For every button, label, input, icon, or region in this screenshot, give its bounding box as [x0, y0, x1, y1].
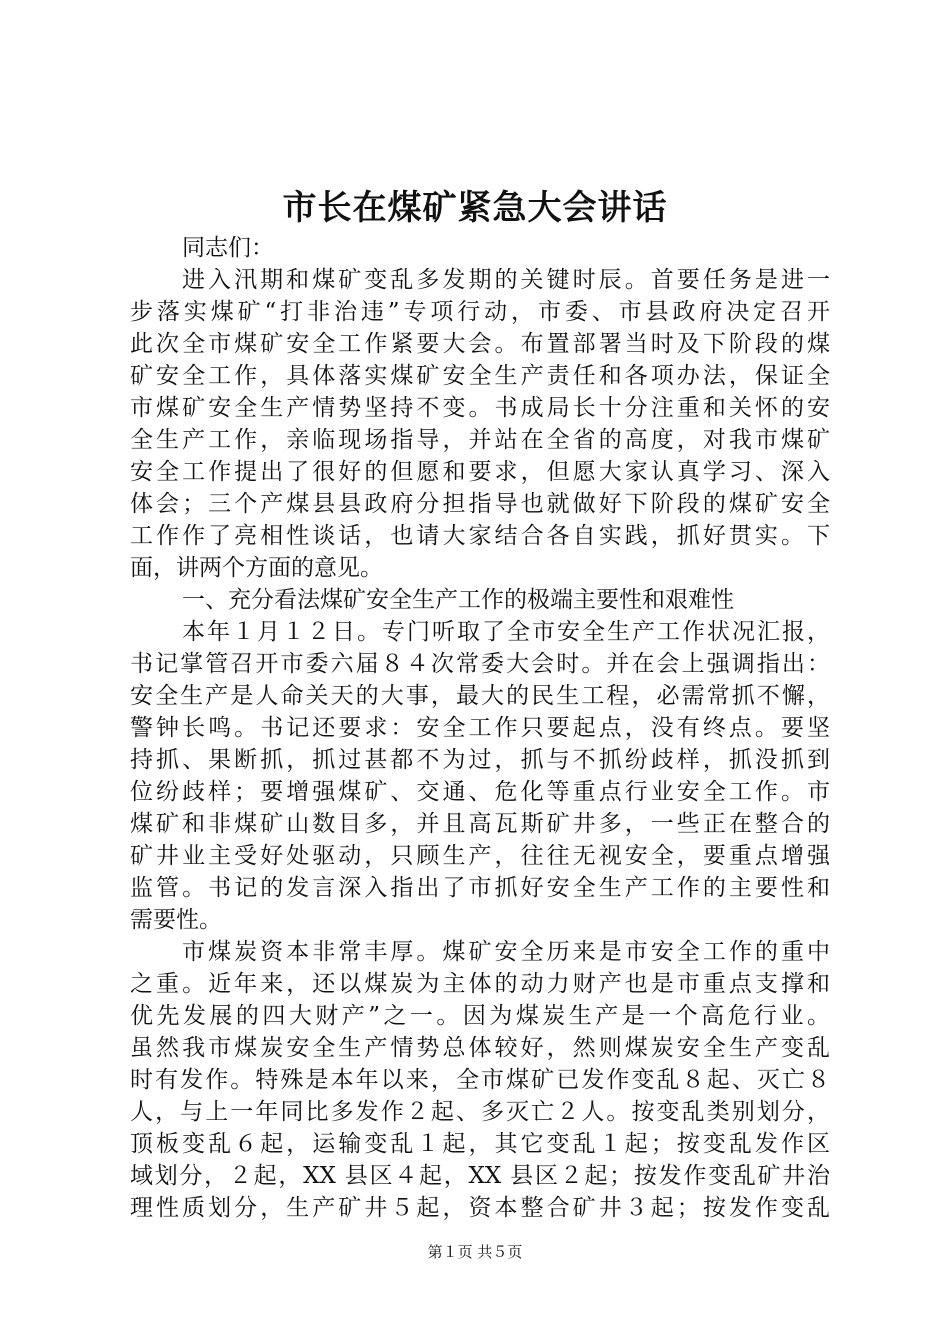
text-line: 体会；三个产煤县县政府分担指导也就做好下阶段的煤矿安全 — [130, 491, 830, 517]
text-line: 步落实煤矿“打非治违”专项行动，市委、市县政府决定召开 — [130, 299, 830, 325]
text-line: 工作作了亮相性谈话，也请大家结合各自实践，抓好贯实。下 — [130, 523, 830, 549]
text-line: 需要性。 — [130, 907, 222, 933]
text-line: 持抓、果断抓，抓过甚都不为过，抓与不抓纷歧样，抓没抓到 — [130, 747, 830, 773]
text-line: 市煤矿安全生产情势坚持不变。书成局长十分注重和关怀的安 — [130, 395, 830, 421]
text-line: 时有发作。特殊是本年以来，全市煤矿已发作变乱８起、灭亡８ — [130, 1067, 830, 1093]
text-line: 此次全市煤矿安全工作紧要大会。布置部署当时及下阶段的煤 — [130, 331, 830, 357]
text-line: 矿井业主受好处驱动，只顾生产，往往无视安全，要重点增强 — [130, 843, 830, 869]
document-title: 市长在煤矿紧急大会讲话 — [282, 188, 668, 228]
text-line: 矿安全工作，具体落实煤矿安全生产责任和各项办法，保证全 — [130, 363, 830, 389]
text-line: 本年１月１２日。专门听取了全市安全生产工作状况汇报， — [182, 619, 830, 645]
text-line: 面，讲两个方面的意见。 — [130, 555, 383, 581]
page-footer: 第１页 共５页 — [427, 1243, 523, 1261]
text-line: 全生产工作，亲临现场指导，并站在全省的高度，对我市煤矿 — [130, 427, 830, 453]
text-line: 位纷歧样；要增强煤矿、交通、危化等重点行业安全工作。市 — [130, 779, 830, 805]
text-line: 市煤炭资本非常丰厚。煤矿安全历来是市安全工作的重中 — [182, 939, 830, 965]
text-line: 顶板变乱６起，运输变乱１起，其它变乱１起；按变乱发作区 — [130, 1131, 830, 1157]
text-line: 进入汛期和煤矿变乱多发期的关键时辰。首要任务是进一 — [182, 267, 830, 293]
text-line: 监管。书记的发言深入指出了市抓好安全生产工作的主要性和 — [130, 875, 830, 901]
text-line: 警钟长鸣。书记还要求：安全工作只要起点，没有终点。要坚 — [130, 715, 830, 741]
text-line: 虽然我市煤炭安全生产情势总体较好，然则煤炭安全生产变乱 — [130, 1035, 830, 1061]
text-line: 同志们： — [182, 235, 274, 261]
text-line: 书记掌管召开市委六届８４次常委大会时。并在会上强调指出： — [130, 651, 830, 677]
text-line: 之重。近年来，还以煤炭为主体的动力财产也是市重点支撑和 — [130, 971, 830, 997]
document-body — [130, 232, 830, 1224]
text-line: 优先发展的四大财产”之一。因为煤炭生产是一个高危行业。 — [130, 1003, 830, 1029]
text-line: 域划分，２起，XX 县区４起，XX 县区２起；按发作变乱矿井治 — [130, 1163, 830, 1189]
text-line: 安全工作提出了很好的但愿和要求，但愿大家认真学习、深入 — [130, 459, 830, 485]
text-line: 一、充分看法煤矿安全生产工作的极端主要性和艰难性 — [182, 587, 734, 613]
text-line: 煤矿和非煤矿山数目多，并且高瓦斯矿井多，一些正在整合的 — [130, 811, 830, 837]
text-line: 安全生产是人命关天的大事，最大的民生工程，必需常抓不懈， — [130, 683, 830, 709]
text-line: 理性质划分，生产矿井５起，资本整合矿井３起；按发作变乱 — [130, 1195, 830, 1221]
text-line: 人，与上一年同比多发作２起、多灭亡２人。按变乱类别划分， — [130, 1099, 830, 1125]
